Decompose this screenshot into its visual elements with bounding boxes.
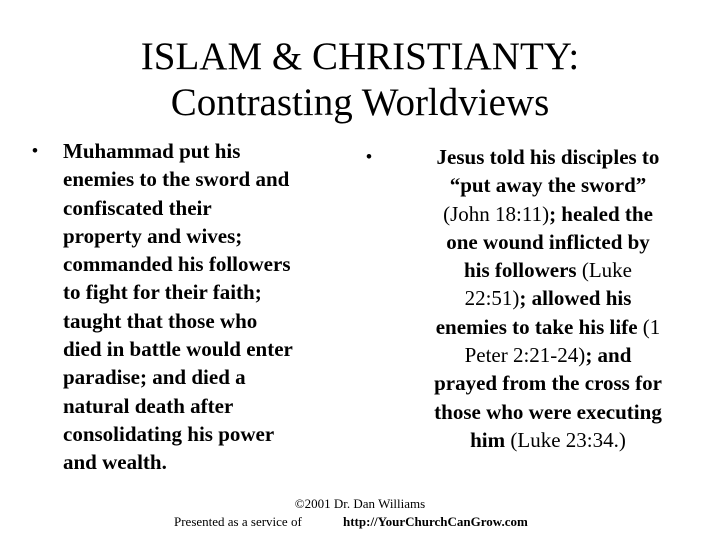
title-line-1: ISLAM & CHRISTIANTY: — [140, 35, 580, 78]
scripture-reference: (Luke 23:34.) — [505, 427, 626, 452]
islam-line: natural death after — [63, 393, 234, 418]
christianity-line: Jesus told his disciples to — [436, 145, 660, 169]
christianity-line — [400, 200, 696, 228]
website-link[interactable]: http://YourChurchCanGrow.com — [343, 514, 528, 529]
islam-line: taught that those who — [63, 308, 258, 333]
scripture-reference: (Luke — [576, 258, 632, 283]
christianity-text-fragment: his followers — [464, 258, 577, 283]
scripture-reference: Peter 2:21-24) — [464, 343, 586, 368]
islam-line: died in battle would enter — [63, 337, 293, 362]
slide-title — [0, 34, 720, 126]
christianity-text-fragment: ; and — [585, 343, 632, 368]
islam-line: confiscated their — [63, 195, 212, 220]
christianity-line: those who were executing — [434, 399, 662, 424]
christianity-text-fragment: ; allowed his — [519, 286, 632, 311]
copyright-text: ©2001 Dr. Dan Williams — [294, 496, 426, 511]
islam-column — [32, 137, 362, 477]
christianity-bullet-item — [366, 143, 696, 454]
islam-line: consolidating his power — [63, 421, 275, 446]
christianity-line — [400, 284, 696, 312]
islam-line: commanded his followers — [63, 252, 291, 277]
christianity-text-fragment: enemies to take his life — [435, 314, 638, 339]
footer-copyright — [0, 496, 720, 512]
christianity-line — [400, 313, 696, 341]
scripture-reference: 22:51) — [464, 286, 520, 311]
islam-line: Muhammad put his — [63, 139, 241, 163]
islam-bullet-item — [32, 137, 362, 477]
christianity-line — [400, 426, 696, 454]
islam-line: enemies to the sword and — [63, 167, 290, 192]
title-line-2: Contrasting Worldviews — [170, 81, 550, 124]
bullet-icon: • — [32, 141, 38, 160]
islam-line: and wealth. — [63, 450, 167, 475]
presented-text: Presented as a service of — [174, 514, 302, 529]
christianity-line: “put away the sword” — [449, 173, 647, 198]
scripture-reference: (1 — [637, 314, 661, 339]
bullet-icon: • — [366, 147, 372, 166]
christianity-text-fragment: him — [470, 427, 506, 452]
christianity-bullet-text — [400, 143, 696, 454]
islam-bullet-text — [63, 137, 362, 477]
christianity-line — [400, 256, 696, 284]
islam-line: property and wives; — [63, 223, 243, 248]
christianity-column — [366, 143, 696, 454]
christianity-line: one wound inflicted by — [446, 229, 650, 254]
christianity-line: prayed from the cross for — [434, 371, 662, 396]
christianity-text-fragment: ; healed the — [549, 201, 653, 226]
islam-line: to fight for their faith; — [63, 280, 262, 305]
christianity-line — [400, 341, 696, 369]
scripture-reference: (John 18:11) — [443, 201, 550, 226]
islam-line: paradise; and died a — [63, 365, 246, 390]
